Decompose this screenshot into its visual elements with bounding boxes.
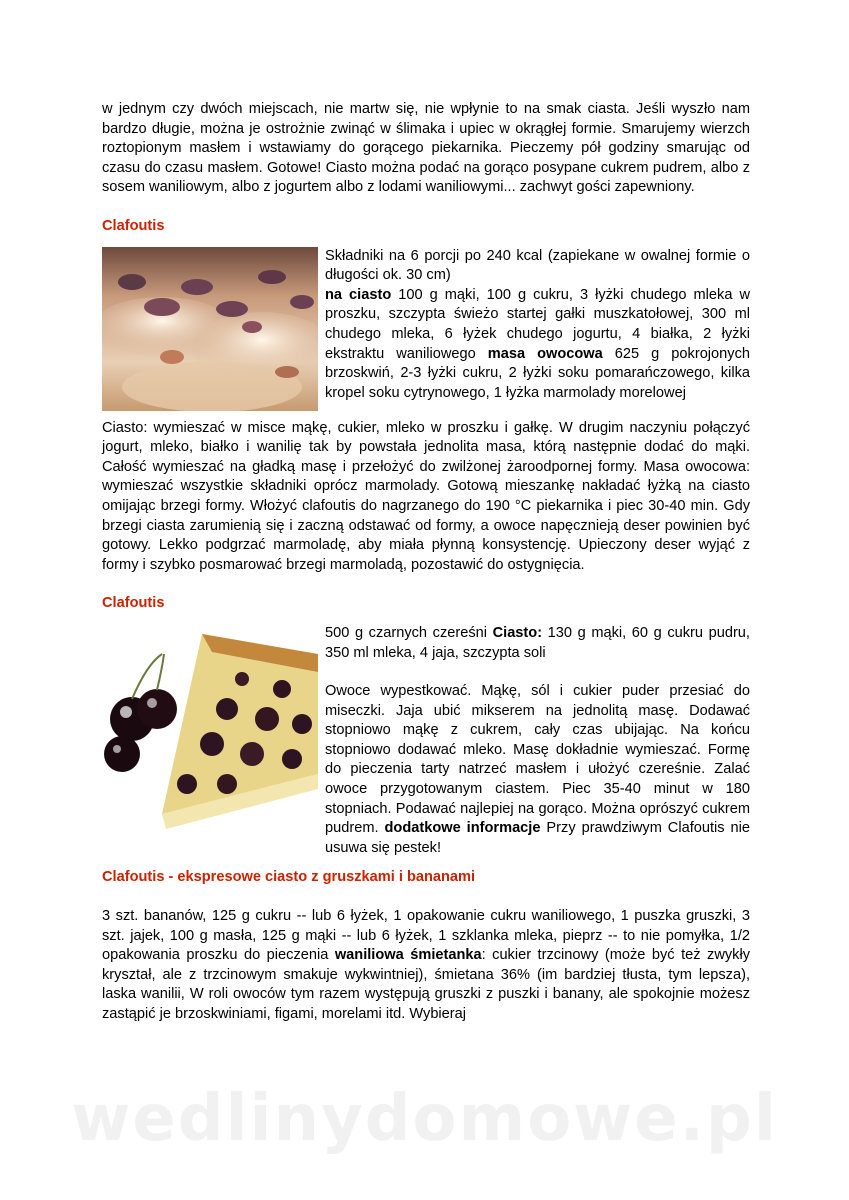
- recipe1-ingredients: [325, 286, 750, 404]
- dough-label: na ciasto: [325, 286, 392, 303]
- watermark: wedlinydomowe.pl: [71, 1082, 778, 1156]
- recipe3-text: [102, 907, 750, 1025]
- fruit-text: 625 g pokrojonych brzoskwiń, 2-3 łyżki cukru, 2 łyżki soku pomarańczowego, kilka kropel soku cytrynowego, 1 łyżka marmolady morelowej: [325, 345, 750, 401]
- recipe2-heading: Clafoutis: [102, 595, 165, 612]
- recipe1-heading: Clafoutis: [102, 217, 165, 234]
- recipe3-text-pre: 3 szt. bananów, 125 g cukru -- lub 6 łyżek, 1 opakowanie cukru waniliowego, 1 puszka gruszki, 3 szt. jajek, 100 g masła, 125 g mąki -- lub 6 łyżek, 1 szklanka mleka, pieprz -- to nie pomyłka, 1/2 opakowania proszku do pieczenia: [102, 908, 750, 964]
- dough-text: 100 g mąki, 100 g cukru, 3 łyżki chudego mleka w proszku, szczypta świeżo startej gałki muszkatołowej, 300 ml chudego mleka, 6 łyżek chudego jogurtu, 4 białka, 2 łyżki ekstraktu waniliowego: [325, 286, 750, 362]
- document-page: [102, 100, 750, 1025]
- recipe2-method-text: Owoce wypestkować. Mąkę, sól i cukier puder przesiać do miseczki. Jaja ubić mikserem na jednolitą masę. Dodawać stopniowo mąkę z cukrem, cały czas ubijając. Na końcu stopniowo dodawać mleko. Masę dokładnie wymieszać. Formę do pieczenia tarty natrzeć masłem i ułożyć czereśnie. Zalać owoce przygotowanym ciastem. Piec 35-40 minut w 180 stopniach. Podawać najlepiej na gorąco. Można oprószyć cukrem pudrem.: [325, 683, 750, 837]
- ciasto-label: Ciasto:: [492, 624, 543, 641]
- recipe2-method: [325, 682, 750, 858]
- fruit-label: masa owocowa: [487, 345, 603, 362]
- ciasto-text: 130 g mąki, 60 g cukru pudru, 350 ml mleka, 4 jaja, szczypta soli: [325, 624, 750, 661]
- recipe1-method: Ciasto: wymieszać w misce mąkę, cukier, mleko w proszku i gałkę. W drugim naczyniu połączyć jogurt, mleko, białko i wanilię tak by powstała jednolita masa, którą następnie dodać do mąki. Całość wymieszać na gładką masę i przełożyć do zwilżonej żaroodpornej formy. Masa owocowa: wymieszać wszystkie składniki oprócz marmolady. Gotową mieszankę nakładać łyżką na ciasto omijając brzegi formy. Włożyć clafoutis do nagrzanego do 190 °C piekarnika i piec 30-40 min. Gdy brzegi ciasta zarumienią się i zaczną odstawać od formy, a owoce napęcznieją deser powinien być gotowy. Lekko podgrzać marmoladę, aby miała płynną konsystencję. Upieczony deser wyjąć z formy i szybko posmarować brzegi marmoladą, pozostawić do ostygnięcia.: [102, 419, 750, 573]
- cherries-text: 500 g czarnych czereśni: [325, 624, 493, 641]
- recipe2-ingredients: [325, 624, 750, 663]
- recipe3-heading: Clafoutis - ekspresowe ciasto z gruszkami i bananami: [102, 869, 476, 886]
- recipe3-text-post: : cukier trzcinowy (może być też zwykły kryształ, ale z trzcinowym smakuje wykwintniej), śmietana 36% (im bardziej tłusta, tym lepsza), laska wanilii, W roli owoców tym razem występują gruszki z puszki i banany, ale spokojnie możesz zastąpić je brzoskwiniami, figami, morelami itd. Wybieraj: [102, 947, 750, 1022]
- recipe1-servings: Składniki na 6 porcji po 240 kcal (zapiekane w owalnej formie o długości ok. 30 cm): [325, 247, 750, 284]
- cherry-clafoutis-photo: [102, 624, 318, 842]
- vanilla-cream-label: waniliowa śmietanka: [334, 947, 482, 964]
- recipe2-block: [102, 624, 750, 859]
- intro-paragraph: w jednym czy dwóch miejscach, nie martw się, nie wpłynie to na smak ciasta. Jeśli wyszło nam bardzo długie, można je ostrożnie zwinąć w ślimaka i upiec w okrągłej formie. Smarujemy wierzch roztopionym masłem i wstawiamy do gorącego piekarnika. Pieczemy pół godziny smarując od czasu do czasu masłem. Gotowe! Ciasto można podać na gorąco posypane cukrem pudrem, albo z sosem waniliowym, albo z jogurtem albo z lodami waniliowymi... zachwyt gości zapewniony.: [102, 101, 750, 196]
- extra-info-label: dodatkowe informacje: [384, 820, 541, 837]
- recipe1-block: [102, 247, 750, 411]
- extra-info-text: Przy prawdziwym Clafoutis nie usuwa się pestek!: [325, 820, 751, 856]
- clafoutis-peach-photo: [102, 247, 318, 411]
